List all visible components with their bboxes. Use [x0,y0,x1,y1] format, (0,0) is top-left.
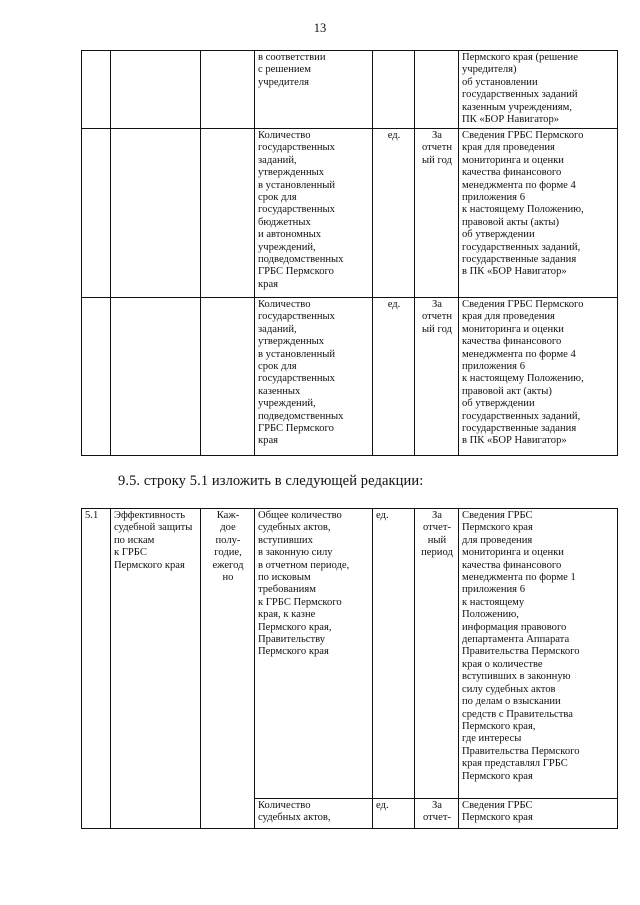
criterion-cell: Эффективность судебной защиты по искам к ГРБС Пермского края [111,509,201,829]
table-row [82,129,618,298]
indicator-cell: Количество государственных заданий, утвержденных в установленный срок для государственных бюджетных и автономных учреждений, подведомственных ГРБС Пермского края [255,129,373,298]
criterion-cell [111,51,201,129]
table-row [82,298,618,456]
unit-cell: ед. [373,799,415,829]
indicator-cell: Общее количество судебных актов, вступивших в законную силу в отчетном периоде, по исковым требованиям к ГРБС Пермского края, к казне Пермского края, Правительству Пермского края [255,509,373,799]
number-cell [82,298,111,456]
table-row [82,509,618,799]
indicator-cell: Количество государственных заданий, утвержденных в установленный срок для государственных казенных учреждений, подведомственных ГРБС Пермского края [255,298,373,456]
source-cell: Пермского края (решение учредителя) об установлении государственных заданий казенным учреждениям, ПК «БОР Навигатор» [459,51,618,129]
frequency-cell [201,298,255,456]
row-number-cell: 5.1 [82,509,111,829]
period-cell: За отчет- [415,799,459,829]
number-cell [82,51,111,129]
source-cell: Сведения ГРБС Пермского края для проведения мониторинга и оценки качества финансового менеджмента по форме 4 приложения 6 к настоящему Положению, правовой акт (акты) об утверждении государственных заданий, государственные задания в ПК «БОР Навигатор» [459,298,618,456]
unit-cell [373,51,415,129]
period-cell: За отчет- ный период [415,509,459,799]
unit-cell: ед. [373,129,415,298]
period-cell: За отчетн ый год [415,298,459,456]
period-cell: За отчетн ый год [415,129,459,298]
source-cell: Сведения ГРБС Пермского края для проведения мониторинга и оценки качества финансового менеджмента по форме 4 приложения 6 к настоящему Положению, правовой акты (акты) об утверждении государственных заданий, государственные задания в ПК «БОР Навигатор» [459,129,618,298]
amended-row-table [81,508,618,829]
continuation-table [81,50,618,456]
unit-cell: ед. [373,509,415,799]
table-row [82,51,618,129]
frequency-cell [201,51,255,129]
period-cell [415,51,459,129]
criterion-cell [111,298,201,456]
unit-cell: ед. [373,298,415,456]
section-heading: 9.5. строку 5.1 изложить в следующей редакции: [118,473,424,489]
frequency-cell: Каж- дое полу- годие, ежегод но [201,509,255,829]
source-cell: Сведения ГРБС Пермского края для проведения мониторинга и оценки качества финансового менеджмента по форме 1 приложения 6 к настоящему Положению, информация правового департамента Аппарата Правительства Пермского края о количестве вступивших в законную силу судебных актов по делам о взыскании средств с Правительства Пермского края, где интересы Правительства Пермского края представлял ГРБС Пермского края [459,509,618,799]
number-cell [82,129,111,298]
page-number: 13 [313,21,327,35]
source-cell: Сведения ГРБС Пермского края [459,799,618,829]
indicator-cell: Количество судебных актов, [255,799,373,829]
frequency-cell [201,129,255,298]
indicator-cell: в соответствии с решением учредителя [255,51,373,129]
criterion-cell [111,129,201,298]
